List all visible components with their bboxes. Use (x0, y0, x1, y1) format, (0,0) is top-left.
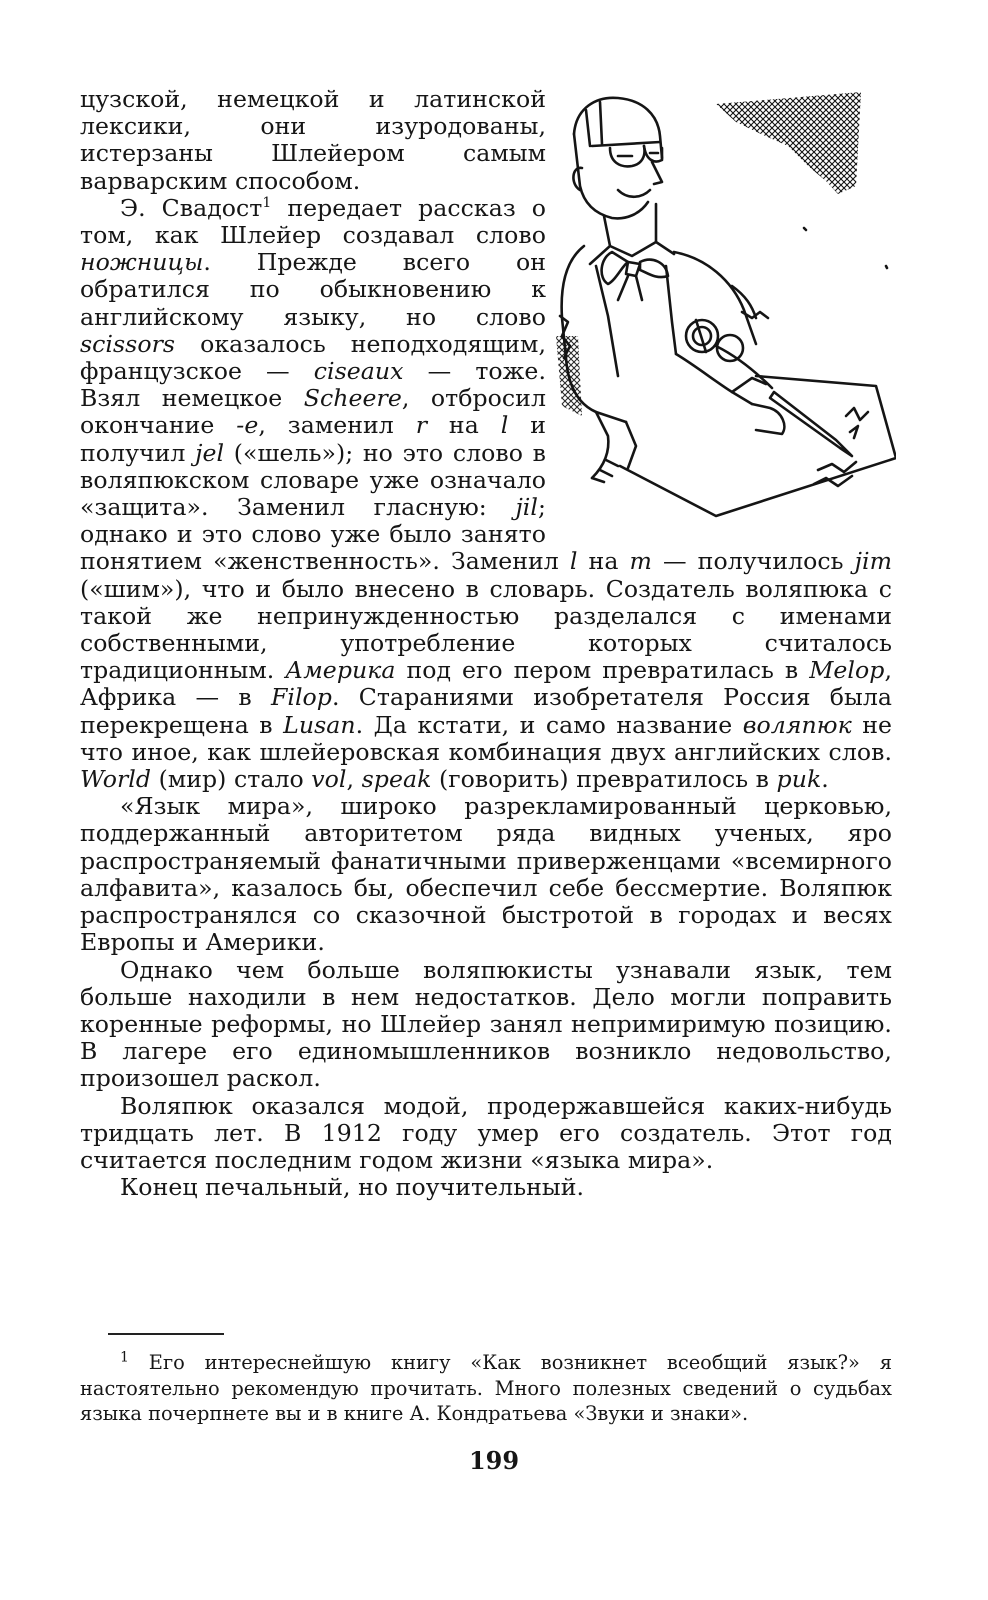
footnote-marker: 1 (120, 1349, 129, 1366)
footnote (80, 1350, 892, 1427)
footnote-divider (108, 1333, 224, 1335)
footnote-text: Его интереснейшую книгу «Как возникнет всеобщий язык?» я настоятельно рекомендую прочитать. Много полезных сведений о судьбах языка почерпнете вы и в книге А. Кондратьева «Звуки и знаки». (80, 1351, 892, 1425)
footnote-reference[interactable]: 1 (262, 194, 272, 211)
paragraph-4: Однако чем больше воляпюкисты узнавали язык, тем больше находили в нем недостатков. Дело могли поправить коренные реформы, но Шлейер занял непримиримую позицию. В лагере его единомышленников возникло недовольство, произошел раскол. (80, 955, 892, 1093)
main-text (80, 86, 892, 1201)
paragraph-2: Э. Свадост$^1$ передает рассказ о том, как Шлейер создавал слово ножницы. Прежде всего он обратился по обыкновению к английскому языку, но слово scissors оказалось неподходящим, французское — ciseaux — тоже. Взял немецкое Scheere, отбросил окончание -e, заменил r на l и получил jel («шель»); но это слово в воляпюкском словаре уже означало «защита». Заменил гласную: jil; однако и это слово уже было занято понятием «женственность». Заменил l на m — получилось jim («шим»), что и было внесено в словарь. Создатель воляпюка с такой же непринужденностью разделался с именами собственными, употребление которых считалось традиционным. Америка под его пером превратилась в Melop, Африка — в Filop. Стараниями изобретателя Россия была перекрещена в Lusan. Да кстати, и само название воляпюк не что иное, как шлейеровская комбинация двух английских слов. World (мир) стало vol, speak (говорить) превратилось в puk. (80, 193, 892, 794)
paragraph-3: «Язык мира», широко разрекламированный церковью, поддержанный авторитетом ряда видных ученых, яро распространяемый фанатичными приверженцами «всемирного алфавита», казалось бы, обеспечил себе бессмертие. Воляпюк распространялся со сказочной быстротой в городах и весях Европы и Америки. (80, 792, 892, 957)
cartoon-illustration (556, 86, 896, 532)
paragraph-5: Воляпюк оказался модой, продержавшейся каких-нибудь тридцать лет. В 1912 году умер его создатель. Этот год считается последним годом жизни «языка мира». (80, 1091, 892, 1174)
cartoon-man-with-scissors-icon (556, 86, 896, 532)
page-number: 199 (468, 1446, 520, 1475)
paragraph-1: цузской, немецкой и латинской лексики, они изуродованы, истерзаны Шлейером самым варварским способом. (80, 85, 546, 195)
paragraph-6: Конец печальный, но поучительный. (120, 1173, 585, 1202)
